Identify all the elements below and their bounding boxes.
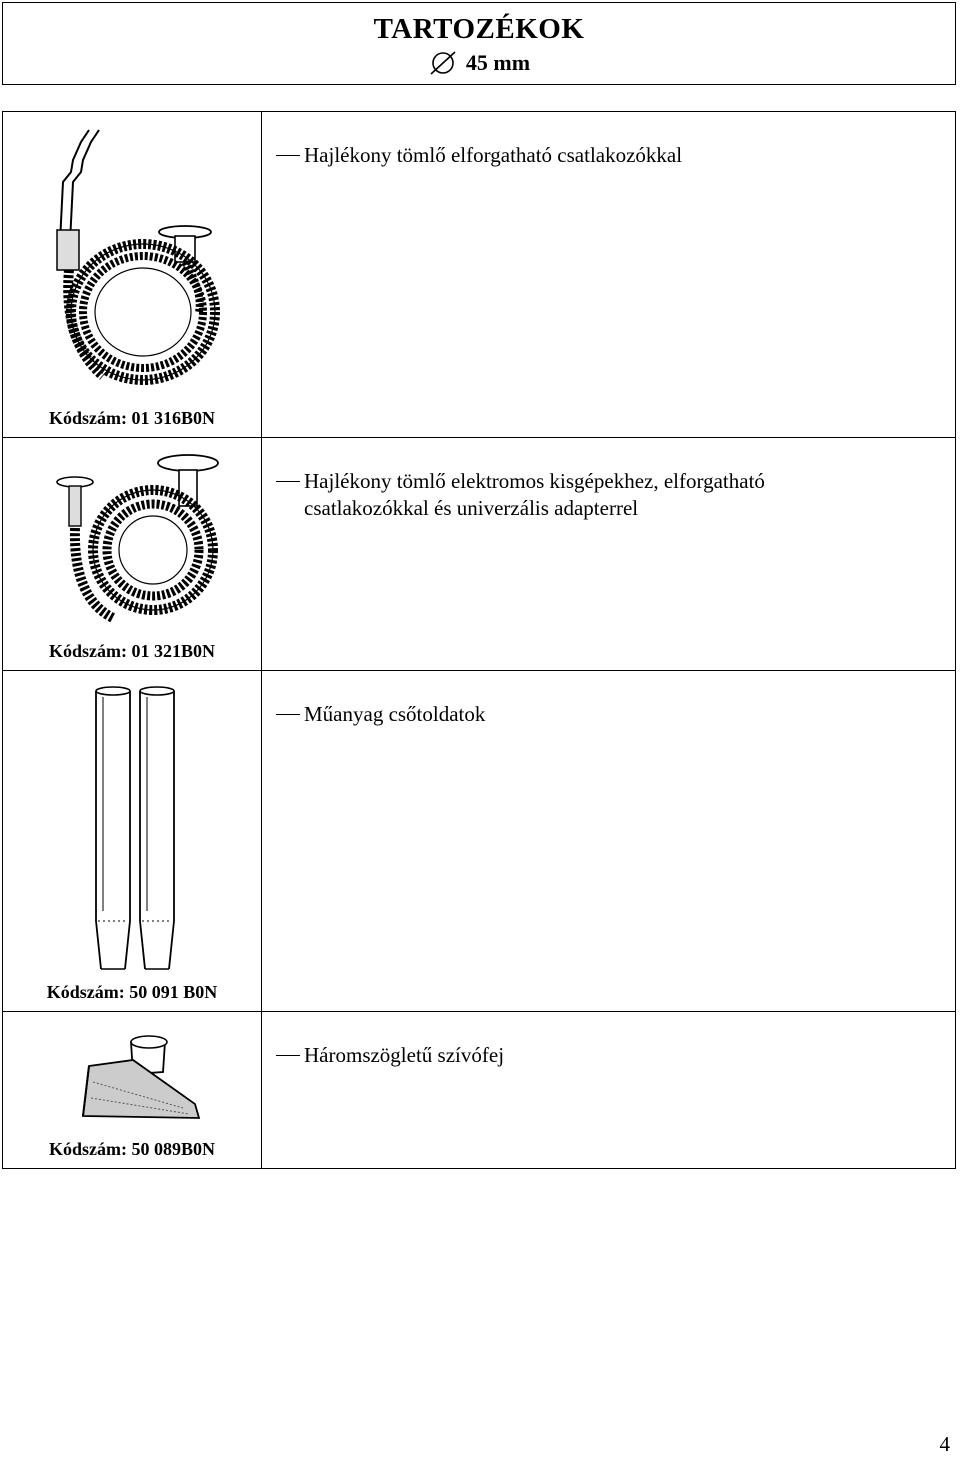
- diameter-label: [428, 50, 530, 76]
- item-description: Műanyag csőtoldatok: [304, 702, 486, 726]
- description-cell: [262, 438, 956, 671]
- description-cell: [262, 1012, 956, 1169]
- dash-bullet: [276, 155, 300, 156]
- item-description: Hajlékony tömlő elektromos kisgépekhez, elforgatható csatlakozókkal és univerzális adapterrel: [304, 469, 765, 520]
- accessories-table: [2, 111, 956, 1169]
- product-code: Kódszám: 01 321B0N: [49, 641, 215, 661]
- triangular-nozzle-icon: [3, 1012, 261, 1132]
- page-number: 4: [939, 1432, 950, 1456]
- product-code: Kódszám: 50 089B0N: [49, 1139, 215, 1159]
- product-code: Kódszám: 50 091 B0N: [46, 982, 218, 1002]
- image-cell: [3, 1012, 262, 1169]
- item-description: Háromszögletű szívófej: [304, 1043, 505, 1067]
- product-code: Kódszám: 01 316B0N: [49, 408, 215, 428]
- coiled-hose-with-wand-icon: [3, 112, 261, 402]
- description-cell: [262, 671, 956, 1012]
- item-description: Hajlékony tömlő elforgatható csatlakozókkal: [304, 143, 683, 167]
- table-row: [3, 438, 956, 671]
- page-title: TARTOZÉKOK: [373, 13, 585, 45]
- title-box: [2, 2, 956, 85]
- table-row: [3, 671, 956, 1012]
- dash-bullet: [276, 481, 300, 482]
- image-cell: [3, 438, 262, 671]
- diameter-size: 45 mm: [465, 50, 531, 75]
- dash-bullet: [276, 1055, 300, 1056]
- image-cell: [3, 671, 262, 1012]
- dash-bullet: [276, 714, 300, 715]
- extension-tubes-icon: [3, 671, 261, 971]
- coiled-hose-with-adapter-icon: [3, 438, 261, 638]
- image-cell: [3, 112, 262, 438]
- description-cell: [262, 112, 956, 438]
- table-row: [3, 112, 956, 438]
- table-row: [3, 1012, 956, 1169]
- diameter-symbol-icon: [428, 51, 458, 75]
